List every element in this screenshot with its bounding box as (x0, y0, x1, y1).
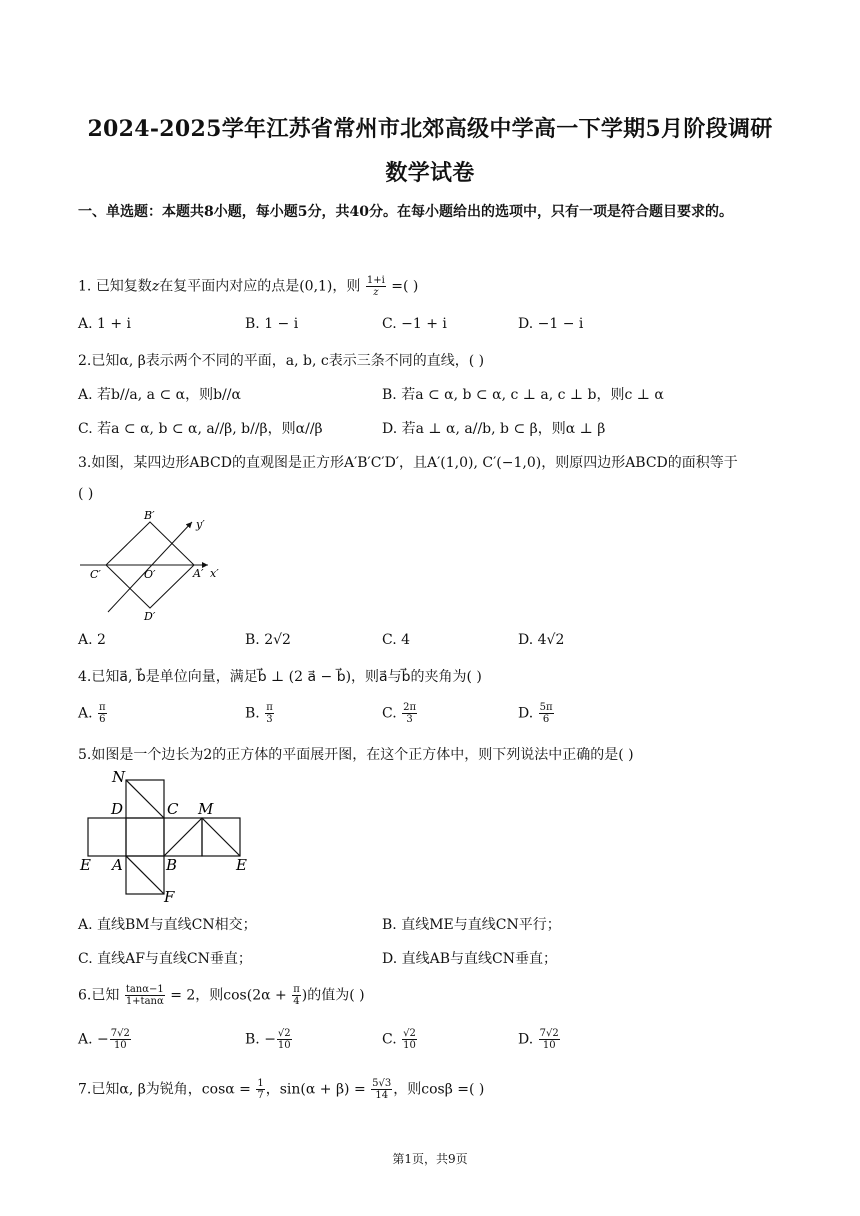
label-a: A′ (193, 567, 204, 580)
option-c[interactable]: C. $\frac{2\pi}{3}$ (382, 702, 417, 725)
exam-title-line2: 数学试卷 (385, 160, 475, 186)
question-text: 已知a⃗, b⃗是单位向量，满足b⃗ ⊥ (2 a⃗ − b⃗)，则a⃗与b⃗的夹角为( ) (91, 669, 482, 685)
option-c[interactable]: C. 直线AF与直线CN垂直； (78, 951, 252, 967)
label-a: A (112, 856, 123, 874)
question-number: 5. (78, 747, 92, 763)
option-b[interactable]: B. − $\frac{√2}{10}$ (245, 1028, 291, 1051)
question-text: 在复平面内对应的点是(0,1)，则 (159, 278, 361, 295)
question-text: 已知α, β表示两个不同的平面，a, b, c表示三条不同的直线，( ) (91, 353, 485, 369)
label-d: D (111, 800, 124, 818)
option-c[interactable]: C. $\frac{√2}{10}$ (382, 1028, 416, 1051)
label-f: F (164, 888, 175, 904)
fraction: $\frac{\tan\alpha-1}{1+\tan\alpha}$ (125, 984, 164, 1007)
question-text: 已知α, β为锐角，cosα = (91, 1081, 251, 1098)
question-text: 如图，某四边形ABCD的直观图是正方形A′B′C′D′，且A′(1,0), C′(−1,0)，则原四边形ABCD的面积等于 (91, 455, 738, 471)
fraction: $\frac{1+i}{z}$ (366, 275, 385, 298)
page-footer: 第1页，共9页 (392, 1152, 468, 1166)
question-number: 7. (78, 1081, 92, 1098)
option-d[interactable]: D. $\frac{5\pi}{6}$ (518, 702, 553, 725)
variable-z: z (151, 278, 160, 295)
question-7 (78, 1078, 484, 1101)
oblique-view-figure (78, 508, 238, 623)
option-a[interactable]: A. 1 + i (78, 316, 132, 332)
question-text: = 2，则cos(2α + (170, 987, 287, 1004)
question-text: )的值为( ) (301, 987, 365, 1004)
exam-title-line1: 2024-2025学年江苏省常州市北郊高级中学高一下学期5月阶段调研 (87, 116, 773, 142)
label-y: y′ (196, 518, 205, 531)
question-text: ，则cosβ =( ) (393, 1081, 485, 1098)
option-c[interactable]: C. 若a ⊂ α, b ⊂ α, a//β, b//β，则α//β (78, 421, 323, 437)
option-d[interactable]: D. $\frac{7√2}{10}$ (518, 1028, 559, 1051)
question-5 (78, 744, 634, 764)
option-b[interactable]: B. 直线ME与直线CN平行； (382, 917, 561, 933)
question-2 (78, 350, 484, 370)
label-b: B′ (144, 509, 155, 522)
question-1 (78, 275, 418, 298)
fraction: $\frac{1}{7}$ (257, 1078, 264, 1101)
y-axis (108, 522, 192, 612)
question-number: 3. (78, 455, 92, 471)
fraction: $\frac{\pi}{4}$ (293, 984, 300, 1007)
label-c: C′ (90, 568, 101, 581)
option-d[interactable]: D. 4√2 (518, 632, 565, 648)
option-b[interactable]: B. 2√2 (245, 632, 291, 648)
question-number: 4. (78, 669, 92, 685)
section-heading: 一、单选题：本题共8小题，每小题5分，共40分。在每小题给出的选项中，只有一项是符合题目要求的。 (78, 204, 733, 220)
option-a[interactable]: A. 直线BM与直线CN相交； (78, 917, 257, 933)
label-c: C (167, 800, 179, 818)
question-number: 1. (78, 278, 92, 295)
label-b: B (166, 856, 178, 874)
question-text: =( ) (391, 278, 419, 295)
fraction: $\frac{5√3}{14}$ (372, 1078, 392, 1101)
option-a[interactable]: A. 2 (78, 632, 106, 648)
label-o: O′ (144, 568, 156, 581)
label-e-right: E (236, 856, 247, 874)
option-c[interactable]: C. −1 + i (382, 316, 447, 332)
cube-net-figure (78, 768, 258, 904)
option-d[interactable]: D. −1 − i (518, 316, 584, 332)
option-b[interactable]: B. 1 − i (245, 316, 299, 332)
question-text: 已知复数 (95, 278, 152, 295)
question-text: ，sin(α + β) = (265, 1081, 366, 1098)
question-3 (78, 452, 738, 472)
label-e-left: E (80, 856, 91, 874)
option-d[interactable]: D. 若a ⊥ α, a//b, b ⊂ β，则α ⊥ β (382, 421, 606, 437)
question-6 (78, 984, 365, 1007)
option-a[interactable]: A. $\frac{\pi}{6}$ (78, 702, 106, 725)
option-b[interactable]: B. $\frac{\pi}{3}$ (245, 702, 273, 725)
label-d: D′ (144, 610, 156, 623)
option-a[interactable]: A. − $\frac{7√2}{10}$ (78, 1028, 130, 1051)
option-d[interactable]: D. 直线AB与直线CN垂直； (382, 951, 557, 967)
label-x: x′ (210, 567, 219, 580)
question-number: 6. (78, 987, 92, 1004)
label-n: N (112, 768, 126, 786)
question-3-tail: ( ) (78, 486, 94, 502)
option-b[interactable]: B. 若a ⊂ α, b ⊂ α, c ⊥ a, c ⊥ b，则c ⊥ α (382, 387, 664, 403)
question-4 (78, 666, 482, 686)
question-text: 已知 (91, 987, 120, 1004)
question-number: 2. (78, 353, 92, 369)
option-a[interactable]: A. 若b//a, a ⊂ α，则b//α (78, 387, 241, 403)
label-m: M (198, 800, 214, 818)
question-text: 如图是一个边长为2的正方体的平面展开图，在这个正方体中，则下列说法中正确的是( ) (91, 747, 634, 763)
option-c[interactable]: C. 4 (382, 632, 411, 648)
